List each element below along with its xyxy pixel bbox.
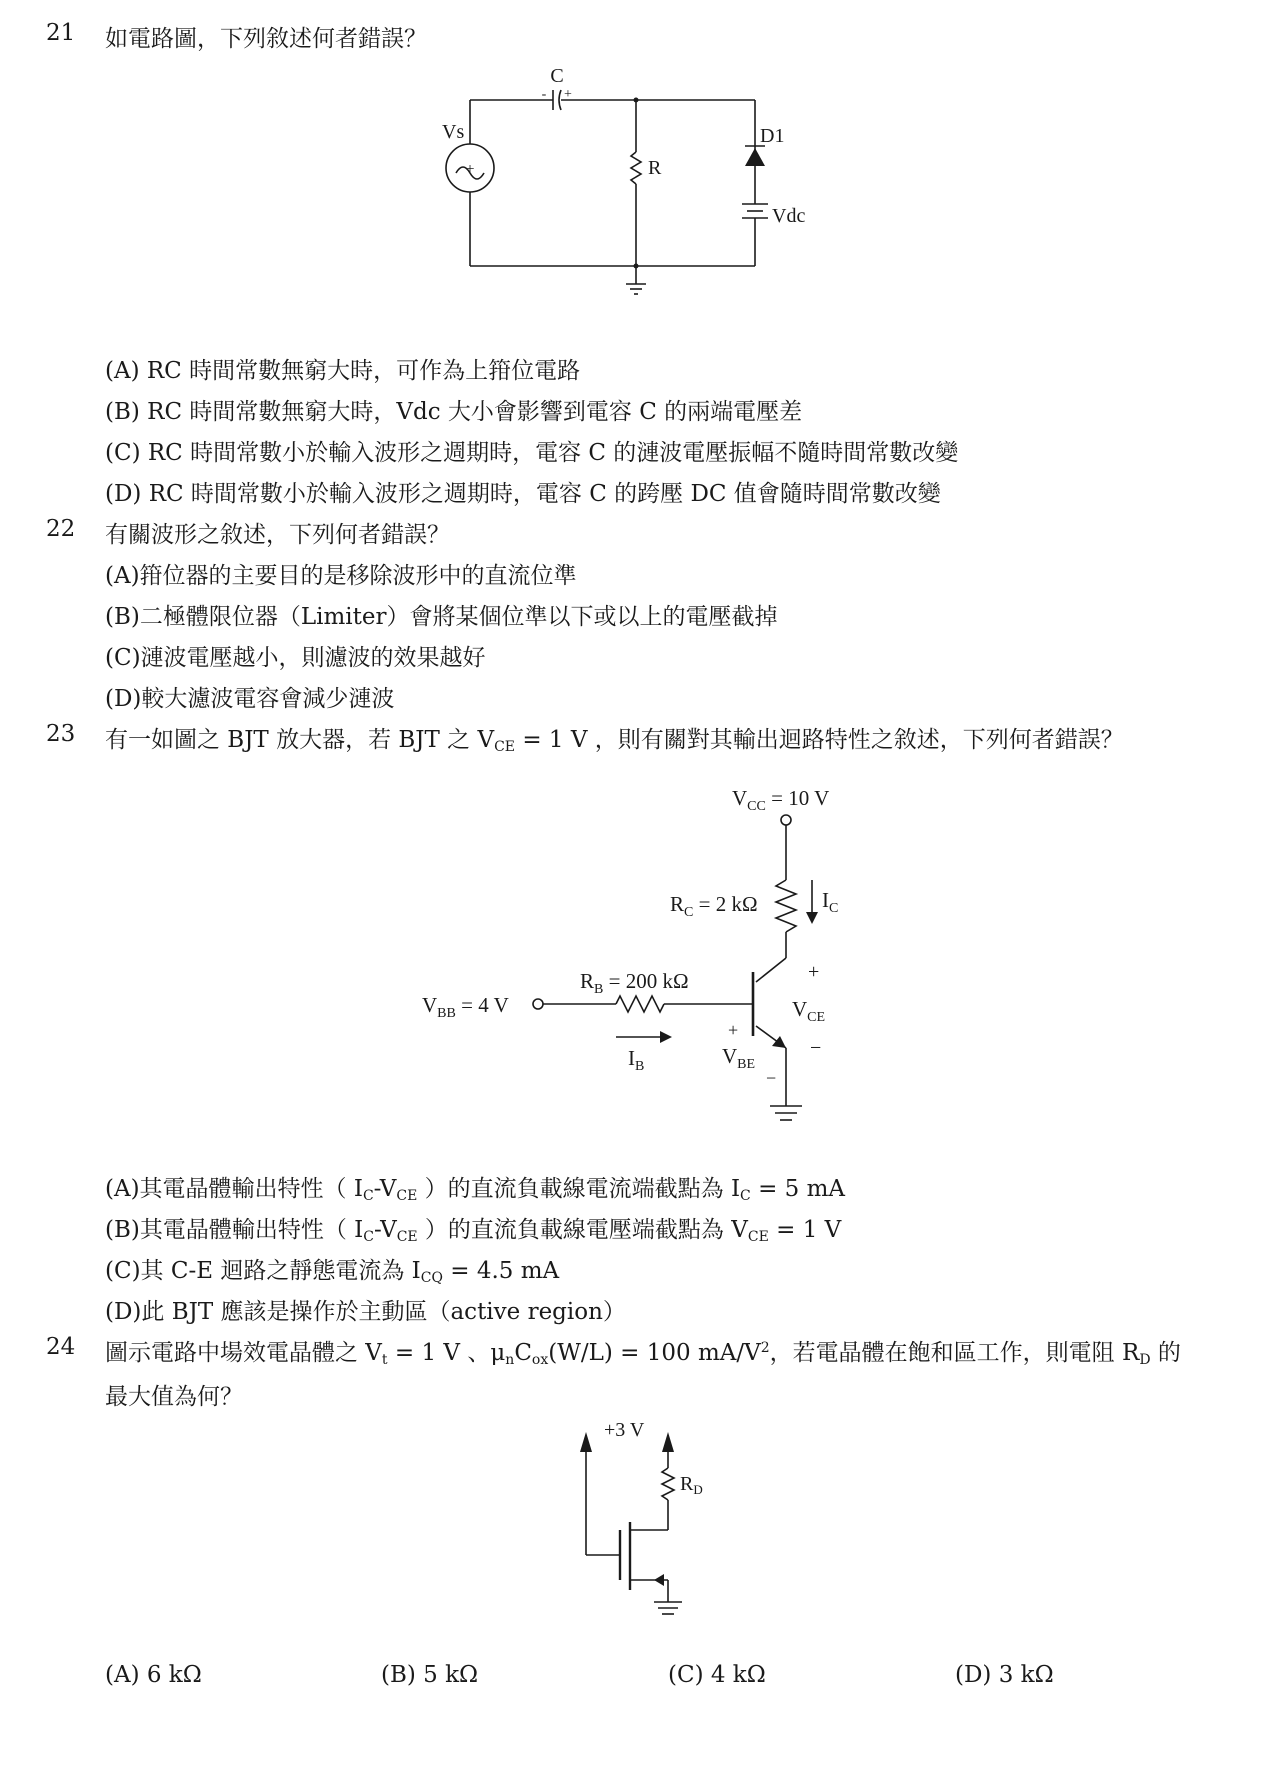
q22-option-d: (D)較大濾波電容會減少漣波 [105, 686, 395, 712]
question-number-21: 21 [46, 20, 76, 46]
q21-option-a: (A) RC 時間常數無窮大時，可作為上箝位電路 [105, 358, 581, 384]
q24-option-d: (D) 3 kΩ [955, 1662, 1054, 1688]
question-stem-23: 有一如圖之 BJT 放大器，若 BJT 之 $V_{CE} = 1$ V ，則有關對其輸出迴路特性之敘述，下列何者錯誤？ [105, 727, 1124, 755]
vbb-label: $V_{BB} = 4$ V [422, 993, 509, 1021]
vce-minus-sign: − [810, 1037, 822, 1059]
q23-option-a: (A)其電晶體輸出特性（ $I_C-V_{CE}$ ）的直流負載線電流端截點為 $I_C = 5$ mA [105, 1176, 846, 1204]
rd-label: $R_D$ [680, 1473, 703, 1497]
ib-label: $I_B$ [628, 1046, 645, 1074]
supply-voltage-label: +3 V [604, 1419, 645, 1441]
ic-label: $I_C$ [822, 888, 839, 916]
rb-label: $R_B = 200$ kΩ [580, 969, 689, 997]
source-vs-label: Vs [442, 121, 465, 143]
question-stem-24-line2: 最大值為何？ [105, 1384, 243, 1410]
q24-option-a: (A) 6 kΩ [105, 1662, 202, 1688]
q23-option-d: (D)此 BJT 應該是操作於主動區（active region） [105, 1299, 626, 1325]
vce-plus-sign: + [808, 961, 820, 983]
question-stem-24: 圖示電路中場效電晶體之 $V_t = 1$ V 、$\mu_nC_{ox}(W/L) = 100$ $mA/V^2$，若電晶體在飽和區工作，則電阻 $R_D$ 的 [105, 1340, 1181, 1368]
vbe-minus-sign: − [766, 1068, 777, 1088]
q22-option-c: (C)漣波電壓越小，則濾波的效果越好 [105, 645, 486, 671]
question-number-22: 22 [46, 516, 76, 542]
circuit-diagram-q21 [440, 58, 820, 308]
circuit-diagram-q24 [570, 1410, 730, 1635]
source-plus-sign: + [465, 161, 475, 178]
question-stem-22: 有關波形之敘述，下列何者錯誤？ [105, 522, 450, 548]
vcc-label: $V_{CC} = 10$ V [732, 786, 830, 814]
circuit-diagram-q23 [420, 775, 880, 1135]
q22-option-a: (A)箝位器的主要目的是移除波形中的直流位準 [105, 563, 577, 589]
battery-vdc-label: Vdc [772, 205, 806, 227]
vce-label: $V_{CE}$ [792, 997, 826, 1025]
q23-option-b: (B)其電晶體輸出特性（ $I_C-V_{CE}$ ）的直流負載線電壓端截點為 $V_{CE} = 1$ V [105, 1217, 842, 1245]
q21-option-c: (C) RC 時間常數小於輸入波形之週期時，電容 C 的漣波電壓振幅不隨時間常數改變 [105, 440, 959, 466]
q23-option-c: (C)其 C-E 迴路之靜態電流為 $I_{CQ} = 4.5$ mA [105, 1258, 560, 1286]
rc-label: $R_C = 2$ kΩ [670, 892, 758, 920]
capacitor-c-label: C [550, 65, 564, 87]
question-number-24: 24 [46, 1334, 76, 1360]
q21-option-b: (B) RC 時間常數無窮大時，Vdc 大小會影響到電容 C 的兩端電壓差 [105, 399, 803, 425]
question-stem-21: 如電路圖，下列敘述何者錯誤？ [105, 26, 427, 52]
capacitor-plus-sign: + [564, 87, 572, 102]
vbe-label: $V_{BE}$ [722, 1044, 756, 1072]
diode-d1-label: D1 [760, 125, 785, 147]
vbe-plus-sign: + [728, 1020, 739, 1040]
resistor-r-label: R [648, 157, 662, 179]
question-number-23: 23 [46, 721, 76, 747]
q21-option-d: (D) RC 時間常數小於輸入波形之週期時，電容 C 的跨壓 DC 值會隨時間常數改變 [105, 481, 941, 507]
q24-option-c: (C) 4 kΩ [668, 1662, 766, 1688]
q22-option-b: (B)二極體限位器（Limiter）會將某個位準以下或以上的電壓截掉 [105, 604, 778, 630]
q24-option-b: (B) 5 kΩ [381, 1662, 479, 1688]
capacitor-minus-sign: - [541, 87, 547, 102]
